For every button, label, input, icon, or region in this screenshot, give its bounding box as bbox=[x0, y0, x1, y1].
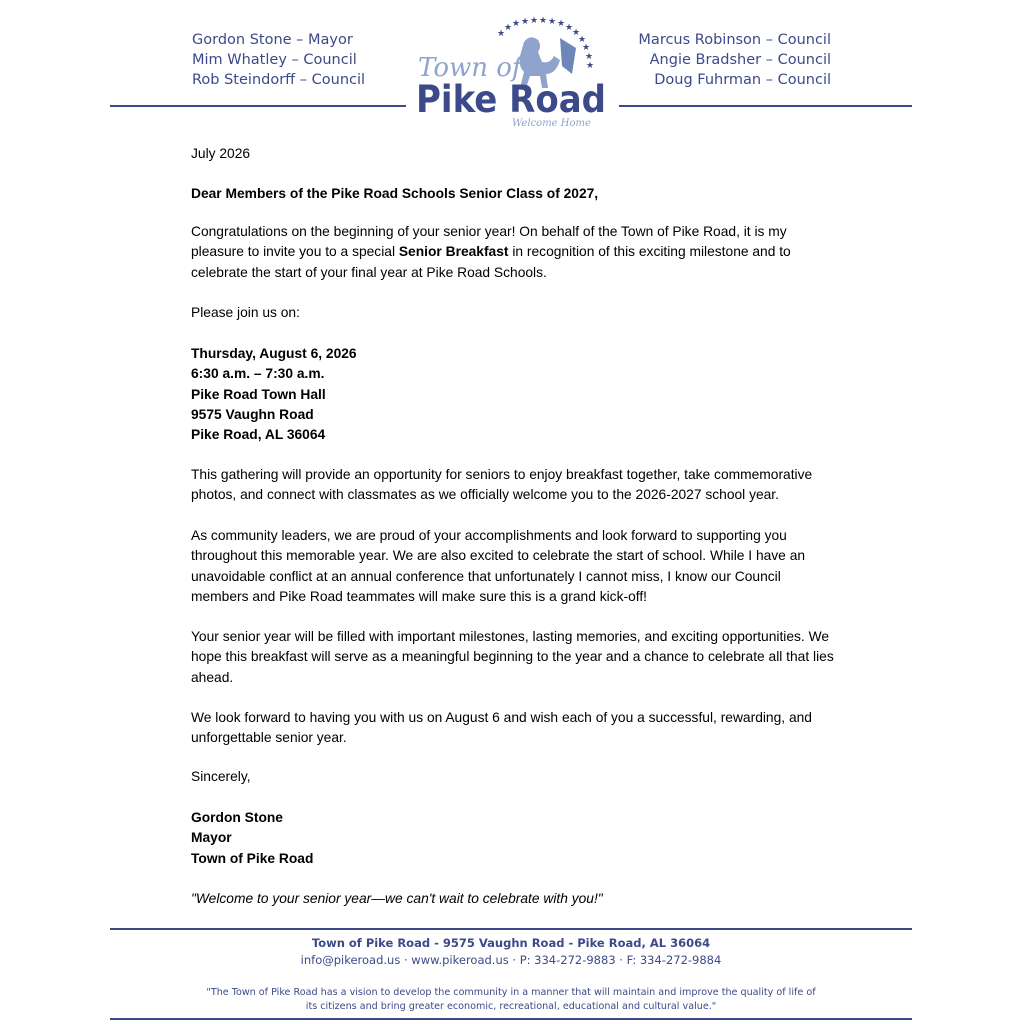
logo-name-text: Pike Road bbox=[416, 78, 606, 121]
footer-divider-bottom bbox=[110, 1018, 912, 1020]
event-venue: Pike Road Town Hall bbox=[191, 386, 326, 402]
svg-text:★: ★ bbox=[582, 43, 591, 53]
svg-text:★: ★ bbox=[565, 23, 574, 33]
header-divider-right bbox=[619, 105, 912, 107]
paragraph-senior-year bbox=[191, 627, 851, 688]
svg-text:★: ★ bbox=[572, 28, 581, 38]
header-officials-left bbox=[192, 30, 365, 90]
footer-contact: info@pikeroad.us · www.pikeroad.us · P: 334-272-9883 · F: 334-272-9884 bbox=[300, 953, 722, 967]
footer-vision bbox=[110, 986, 912, 1014]
paragraph-gathering bbox=[191, 465, 851, 506]
footer-vision-line: its citizens and bring greater economic, recreational, educational and cultural value." bbox=[305, 1001, 717, 1012]
footer-vision-line: "The Town of Pike Road has a vision to develop the community in a manner that will maintain and improve the quality of life of bbox=[206, 987, 816, 998]
svg-text:★: ★ bbox=[539, 16, 548, 26]
text-span: pleasure to invite you to a special bbox=[191, 244, 399, 260]
official-council-5: Doug Fuhrman – Council bbox=[654, 72, 831, 88]
paragraph-line: members and Pike Road teammates will make sure this is a grand kick-off! bbox=[191, 588, 647, 604]
paragraph-line bbox=[191, 242, 851, 262]
text-span: in recognition of this exciting milestone and to bbox=[508, 244, 791, 260]
svg-text:★: ★ bbox=[578, 35, 587, 45]
svg-text:★: ★ bbox=[585, 52, 594, 62]
paragraph-closing bbox=[191, 708, 851, 749]
logo-script-text: Town of bbox=[418, 53, 522, 83]
paragraph-line: Your senior year will be filled with important milestones, lasting memories, and exciting opportunities. We bbox=[191, 629, 830, 644]
svg-text:★: ★ bbox=[557, 19, 566, 29]
svg-text:★: ★ bbox=[548, 17, 557, 27]
event-details bbox=[191, 344, 851, 445]
official-mayor: Gordon Stone – Mayor bbox=[192, 32, 353, 48]
paragraph-line: We look forward to having you with us on August 6 and wish each of you a successful, rewarding, and bbox=[191, 710, 812, 725]
event-date: Thursday, August 6, 2026 bbox=[191, 346, 357, 361]
senior-breakfast-emphasis: Senior Breakfast bbox=[398, 244, 509, 260]
paragraph-line: This gathering will provide an opportunity for seniors to enjoy breakfast together, take commemorative bbox=[191, 467, 813, 482]
paragraph-line: unforgettable senior year. bbox=[191, 730, 347, 746]
header-divider-left bbox=[110, 105, 406, 107]
event-city: Pike Road, AL 36064 bbox=[191, 427, 326, 443]
paragraph-line: photos, and connect with classmates as we officially welcome you to the 2026-2027 school year. bbox=[191, 487, 779, 503]
join-text: Please join us on: bbox=[191, 305, 300, 320]
official-council-3: Marcus Robinson – Council bbox=[638, 32, 831, 48]
letter-date: July 2026 bbox=[191, 146, 251, 161]
header-officials-right bbox=[638, 30, 831, 90]
svg-text:★: ★ bbox=[497, 29, 506, 39]
town-logo bbox=[412, 12, 612, 130]
official-council-1: Mim Whatley – Council bbox=[192, 52, 357, 68]
footer-divider-top bbox=[110, 928, 912, 930]
official-council-2: Rob Steindorff – Council bbox=[192, 72, 366, 88]
svg-text:★: ★ bbox=[512, 19, 521, 29]
paragraph-line: Congratulations on the beginning of your senior year! On behalf of the Town of Pike Road, it is my bbox=[191, 224, 787, 239]
signature-title: Mayor bbox=[191, 830, 232, 846]
signature-block bbox=[191, 808, 851, 869]
paragraph-line: unavoidable conflict at an annual conference that unfortunately I cannot miss, I know our Council bbox=[191, 568, 781, 584]
letter-salutation: Dear Members of the Pike Road Schools Senior Class of 2027, bbox=[191, 186, 599, 201]
signature-name: Gordon Stone bbox=[191, 810, 283, 825]
paragraph-line: ahead. bbox=[191, 669, 234, 685]
event-time: 6:30 a.m. – 7:30 a.m. bbox=[191, 366, 325, 382]
signature-org: Town of Pike Road bbox=[191, 850, 314, 866]
svg-text:★: ★ bbox=[530, 16, 539, 26]
paragraph-invitation bbox=[191, 222, 851, 283]
paragraph-line: throughout this memorable year. We are also excited to celebrate the start of school. While I have an bbox=[191, 548, 806, 564]
svg-text:★: ★ bbox=[504, 23, 513, 33]
paragraph-line: hope this breakfast will serve as a meaningful beginning to the year and a chance to celebrate all that lies bbox=[191, 649, 834, 665]
logo-tagline-text: Welcome Home bbox=[512, 118, 591, 129]
paragraph-line: celebrate the start of your final year at Pike Road Schools. bbox=[191, 264, 547, 280]
official-council-4: Angie Bradsher – Council bbox=[649, 52, 831, 68]
event-street: 9575 Vaughn Road bbox=[191, 406, 314, 422]
closing-sincerely: Sincerely, bbox=[191, 769, 251, 784]
footer-address: Town of Pike Road - 9575 Vaughn Road - Pike Road, AL 36064 bbox=[311, 936, 711, 950]
paragraph-community bbox=[191, 526, 851, 607]
svg-text:★: ★ bbox=[586, 61, 595, 71]
paragraph-line: As community leaders, we are proud of your accomplishments and look forward to supporting you bbox=[191, 528, 787, 543]
closing-quote: "Welcome to your senior year—we can't wait to celebrate with you!" bbox=[191, 891, 603, 906]
svg-text:★: ★ bbox=[521, 17, 530, 27]
